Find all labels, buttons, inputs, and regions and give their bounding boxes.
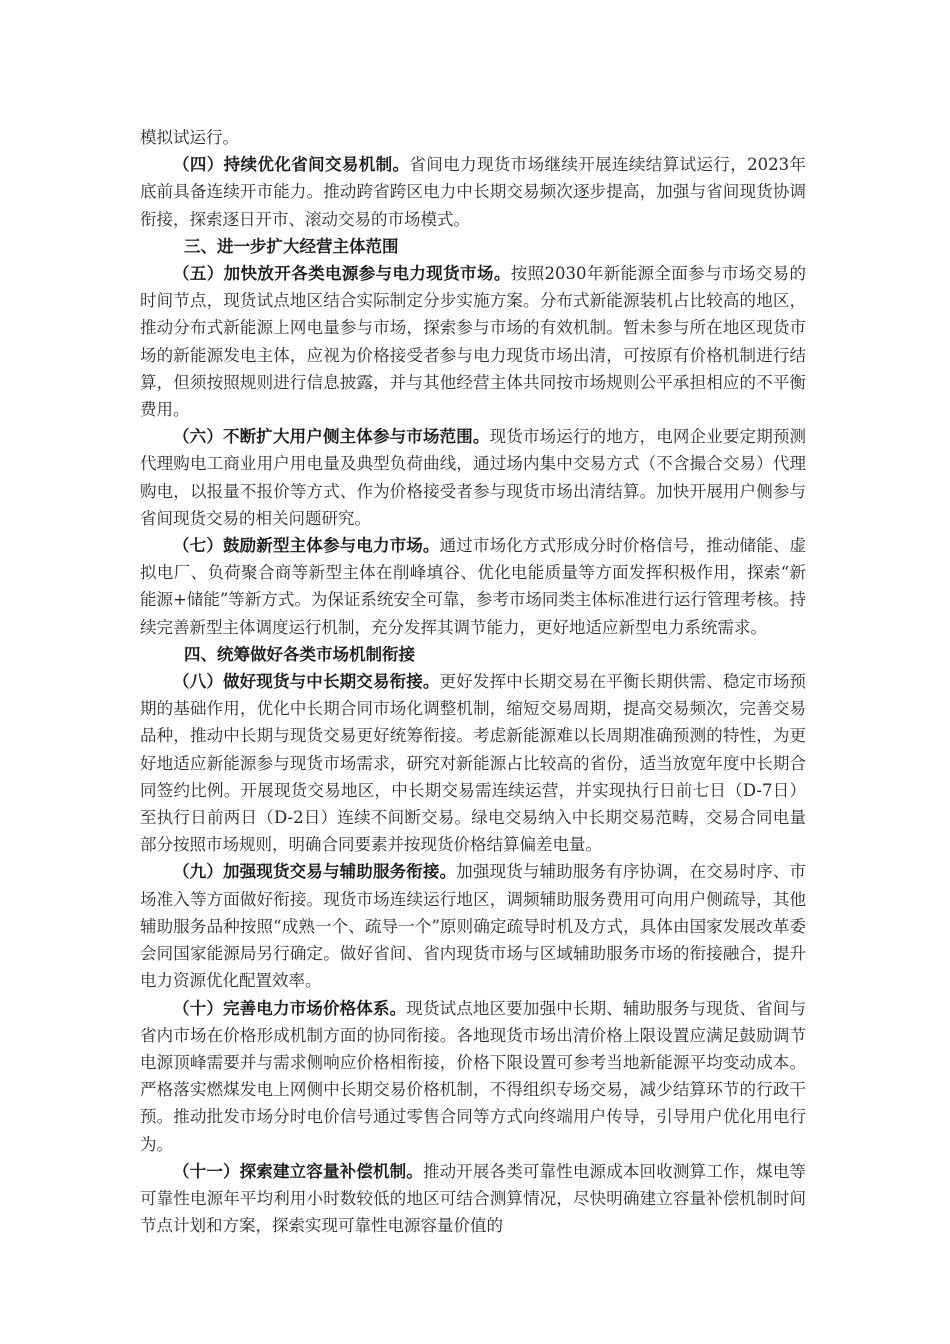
paragraph-item-8 (140, 668, 806, 858)
document-page (140, 124, 806, 1239)
paragraph-body: 省间电力现货市场继续开展连续结算试运行，2023年底前具备连续开市能力。推动跨省跨区电力中长期交易频次逐步提高，加强与省间现货协调衔接，探索逐日开市、滚动交易的市场模式。 (140, 155, 806, 229)
paragraph-body: 现货试点地区要加强中长期、辅助服务与现货、省间与省内市场在价格形成机制方面的协同衔接。各地现货市场出清价格上限设置应满足鼓励调节电源顶峰需要并与需求侧响应价格相衔接，价格下限设置可参考当地新能源平均变动成本。严格落实燃煤发电上网侧中长期交易价格机制，不得组织专场交易，减少结算环节的行政干预。推动批发市场分时电价信号通过零售合同等方式向终端用户传导，引导用户优化用电行为。 (140, 998, 807, 1154)
paragraph-item-10 (140, 995, 806, 1158)
paragraph-lead: （九）加强现货交易与辅助服务衔接。 (173, 862, 457, 882)
paragraph-lead: （六）不断扩大用户侧主体参与市场范围。 (173, 427, 490, 447)
paragraph-item-9 (140, 858, 806, 994)
paragraph-continuation (140, 124, 806, 151)
paragraph-item-5 (140, 260, 806, 423)
paragraph-item-4 (140, 151, 806, 233)
paragraph-body: 通过市场化方式形成分时价格信号，推动储能、虚拟电厂、负荷聚合商等新型主体在削峰填谷、优化电能质量等方面发挥积极作用，探索“新能源+储能”等新方式。为保证系统安全可靠，参考市场同类主体标准进行运行管理考核。持续完善新型主体调度运行机制，充分发挥其调节能力，更好地适应新型电力系统需求。 (140, 536, 807, 637)
paragraph-item-6 (140, 423, 806, 532)
paragraph-body: 加强现货与辅助服务有序协调，在交易时序、市场准入等方面做好衔接。现货市场连续运行地区，调频辅助服务费用可向用户侧疏导，其他辅助服务品种按照“成熟一个、疏导一个”原则确定疏导时机及方式，具体由国家发展改革委会同国家能源局另行确定。做好省间、省内现货市场与区域辅助服务市场的衔接融合，提升电力资源优化配置效率。 (140, 862, 807, 991)
paragraph-body: 更好发挥中长期交易在平衡长期供需、稳定市场预期的基础作用，优化中长期合同市场化调整机制，缩短交易周期，提高交易频次，完善交易品种，推动中长期与现货交易更好统筹衔接。考虑新能源难以长周期准确预测的特性，为更好地适应新能源参与现货市场需求，研究对新能源占比较高的省份，适当放宽年度中长期合同签约比例。开展现货交易地区，中长期交易需连续运营，并实现执行日前七日（D-7日）至执行日前两日（D-2日）连续不间断交易。绿电交易纳入中长期交易范畴，交易合同电量部分按照市场规则，明确合同要素并按现货价格结算偏差电量。 (140, 672, 807, 855)
paragraph-body: 按照2030年新能源全面参与市场交易的时间节点，现货试点地区结合实际制定分步实施方案。分布式新能源装机占比较高的地区，推动分布式新能源上网电量参与市场，探索参与市场的有效机制。暂未参与所在地区现货市场的新能源发电主体，应视为价格接受者参与电力现货市场出清，可按原有价格机制进行结算，但须按照规则进行信息披露，并与其他经营主体共同按市场规则公平承担相应的不平衡费用。 (140, 264, 806, 420)
paragraph-lead: （七）鼓励新型主体参与电力市场。 (173, 536, 440, 556)
paragraph-body: 现货市场运行的地方，电网企业要定期预测代理购电工商业用户用电量及典型负荷曲线，通过场内集中交易方式（不含撮合交易）代理购电，以报量不报价等方式、作为价格接受者参与现货市场出清结算。加快开展用户侧参与省间现货交易的相关问题研究。 (140, 427, 807, 528)
section-heading-4: 四、统筹做好各类市场机制衔接 (184, 644, 415, 664)
paragraph-lead: （八）做好现货与中长期交易衔接。 (173, 672, 440, 692)
section-heading-3: 三、进一步扩大经营主体范围 (184, 236, 399, 256)
paragraph-body: 推动开展各类可靠性电源成本回收测算工作，煤电等可靠性电源年平均利用小时数较低的地区可结合测算情况，尽快明确建立容量补偿机制时间节点计划和方案，探索实现可靠性电源容量价值的 (140, 1161, 807, 1236)
paragraph-lead: （五）加快放开各类电源参与电力现货市场。 (173, 264, 511, 284)
paragraph-item-11 (140, 1158, 806, 1240)
paragraph-item-7 (140, 532, 806, 641)
paragraph-lead: （十）完善电力市场价格体系。 (173, 998, 407, 1018)
paragraph-body: 模拟试运行。 (140, 128, 239, 147)
paragraph-lead: （四）持续优化省间交易机制。 (173, 155, 410, 175)
paragraph-lead: （十一）探索建立容量补偿机制。 (173, 1161, 423, 1181)
